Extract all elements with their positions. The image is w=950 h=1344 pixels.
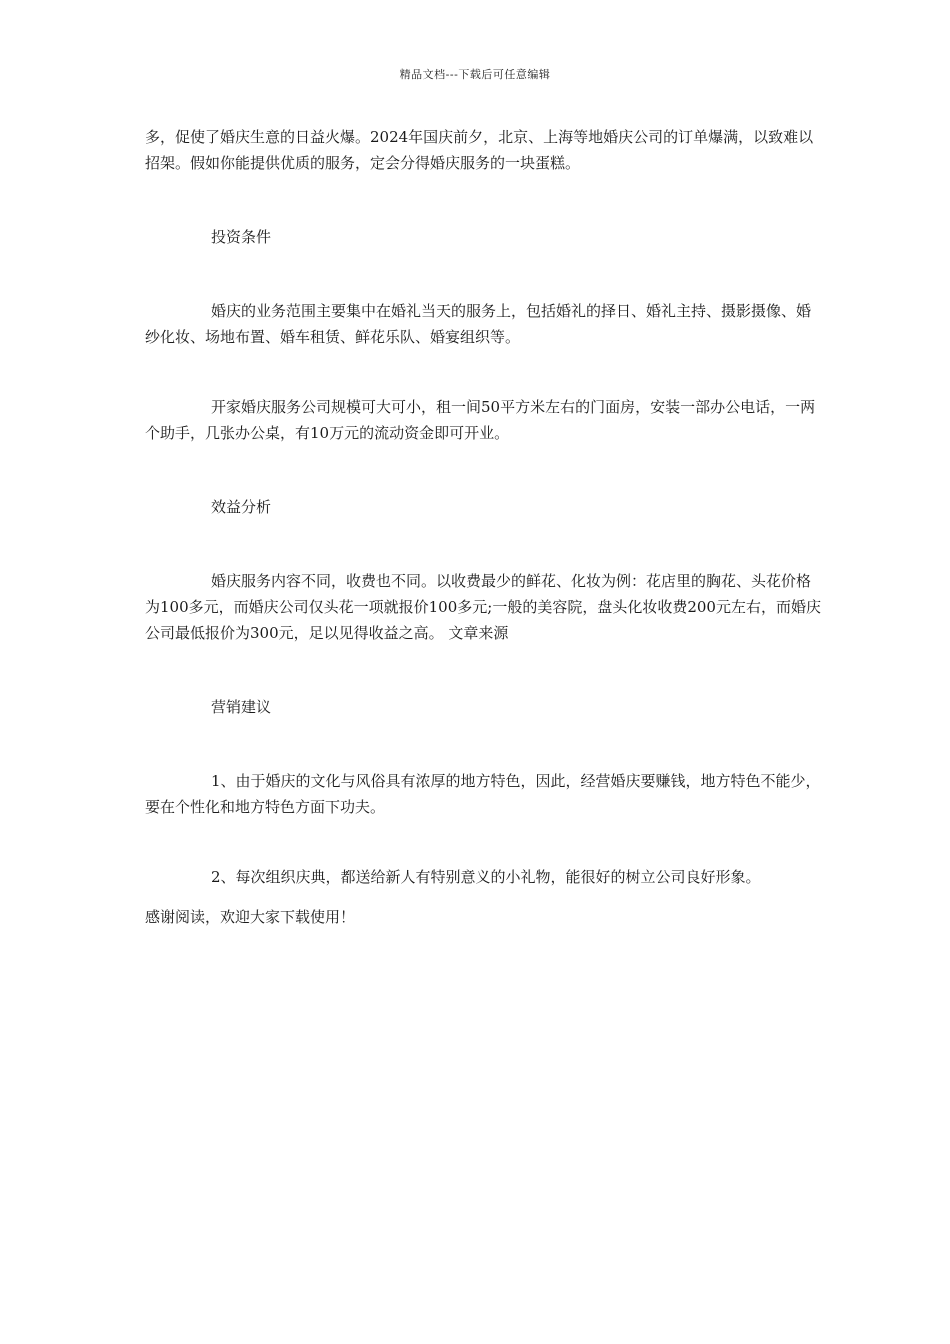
page-header: 精品文档---下载后可任意编辑: [399, 68, 551, 81]
section-heading-marketing: 营销建议: [211, 698, 272, 716]
spacer: [145, 890, 825, 904]
spacer: [145, 446, 825, 494]
paragraph-business-scope: 婚庆的业务范围主要集中在婚礼当天的服务上，包括婚礼的择日、婚礼主持、摄影摄像、婚纱化妆、场地布置、婚车租赁、鲜花乐队、婚宴组织等。: [145, 302, 812, 346]
suggestion-item-1: 1、由于婚庆的文化与风俗具有浓厚的地方特色，因此，经营婚庆要赚钱，地方特色不能少，要在个性化和地方特色方面下功夫。: [145, 772, 821, 816]
paragraph-company-setup: 开家婚庆服务公司规模可大可小，租一间50平方米左右的门面房，安装一部办公电话，一两个助手，几张办公桌，有10万元的流动资金即可开业。: [145, 398, 816, 442]
section-heading-benefit: 效益分析: [211, 498, 272, 516]
spacer: [145, 720, 825, 768]
document-body: [145, 124, 825, 930]
spacer: [145, 520, 825, 568]
closing-text: 感谢阅读，欢迎大家下载使用！: [145, 908, 356, 926]
paragraph-benefit-analysis: 婚庆服务内容不同，收费也不同。以收费最少的鲜花、化妆为例：花店里的胸花、头花价格为100多元，而婚庆公司仅头花一项就报价100多元;一般的美容院，盘头化妆收费200元左右，而婚庆公司最低报价为300元，足以见得收益之高。 文章来源: [145, 572, 821, 642]
intro-paragraph: 多，促使了婚庆生意的日益火爆。2024年国庆前夕，北京、上海等地婚庆公司的订单爆满，以致难以招架。假如你能提供优质的服务，定会分得婚庆服务的一块蛋糕。: [145, 128, 814, 172]
suggestion-item-2: 2、每次组织庆典，都送给新人有特别意义的小礼物，能很好的树立公司良好形象。: [211, 868, 761, 886]
spacer: [145, 176, 825, 224]
spacer: [145, 250, 825, 298]
spacer: [145, 820, 825, 864]
spacer: [145, 646, 825, 694]
spacer: [145, 350, 825, 394]
section-heading-investment: 投资条件: [211, 228, 272, 246]
